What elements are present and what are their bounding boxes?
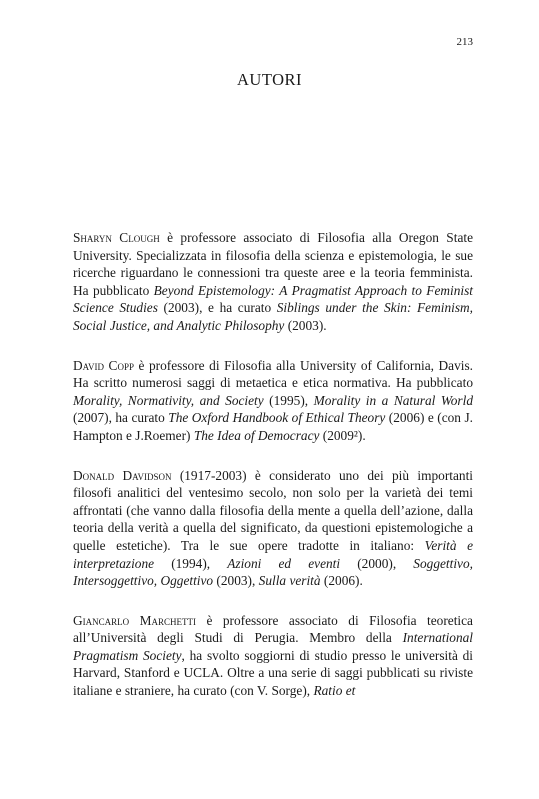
entry-text: (1917-2003) è considerato uno dei più importanti filosofi analitici del ventesimo secolo, non solo per la varietà dei temi affrontati (che vanno dalla filosofia della mente a quella dell’azione, dalla teoria della verità a quella del significato, da questioni epistemologiche a quelle estetiche). Tra le sue opere tradotte in italiano: xyxy=(73,467,473,553)
author-entries xyxy=(73,229,473,722)
entry-text: (2006) e (con J. Hampton e J.Roemer) xyxy=(73,410,473,443)
entry-text: è professore associato di Filosofia teoretica all’Università degli Studi di Perugia. Membro della xyxy=(73,612,473,646)
section-title: AUTORI xyxy=(236,70,303,89)
work-title: Azioni ed eventi xyxy=(227,555,341,571)
author-entry-copp xyxy=(73,357,473,445)
author-entry-clough xyxy=(73,229,473,335)
entry-text: è professore associato di Filosofia alla Oregon State University. Specializzata in filosofia della scienza e epistemologia, le sue ricerche riguardano le connessioni tra queste aree e la teoria femminista. Ha pubblicato xyxy=(73,230,473,298)
entry-text: (2003), xyxy=(213,573,259,589)
work-title: Siblings under the Skin: Feminism, Social Justice, and Analytic Philosophy xyxy=(73,300,473,333)
entry-text: (2007), ha curato xyxy=(73,410,169,426)
author-name: David Copp xyxy=(73,357,134,373)
work-title: Sulla verità xyxy=(258,573,321,589)
entry-text: (2003). xyxy=(284,317,327,333)
entry-text: (1994), xyxy=(154,555,228,571)
page-number: 213 xyxy=(456,36,473,48)
work-title: The Idea of Democracy xyxy=(193,427,320,443)
entry-text: (2009²). xyxy=(319,427,366,443)
author-name: Sharyn Clough xyxy=(73,230,160,245)
work-title: Beyond Epistemology: A Pragmatist Approach to Feminist Science Studies xyxy=(73,282,473,316)
work-title: Morality in a Natural World xyxy=(313,392,473,408)
work-title: Ratio et xyxy=(313,683,356,699)
entry-text: , ha svolto soggiorni di studio presso le università di Harvard, Stanford e UCLA. Oltre a una serie di saggi pubblicati su riviste italiane e straniere, ha curato (con V. Sorge), xyxy=(73,647,473,699)
entry-text: (2000), xyxy=(340,555,414,571)
work-title: Verità e interpretazione xyxy=(73,537,473,571)
work-title: Morality, Normativity, and Society xyxy=(73,392,264,408)
author-entry-davidson xyxy=(73,467,473,590)
entry-text: (2006). xyxy=(320,573,363,589)
author-name: Giancarlo Marchetti xyxy=(73,612,196,628)
work-title: The Oxford Handbook of Ethical Theory xyxy=(168,410,386,426)
work-title: International Pragmatism Society xyxy=(73,630,473,663)
entry-text: è professore di Filosofia alla University of California, Davis. Ha scritto numerosi saggi di metaetica e etica normativa. Ha pubblicato xyxy=(73,357,473,391)
author-entry-marchetti xyxy=(73,612,473,700)
author-name: Donald Davidson xyxy=(73,467,172,483)
entry-text: (1995), xyxy=(263,392,314,408)
entry-text: (2003), e ha curato xyxy=(157,300,277,316)
work-title: Soggettivo, Intersoggettivo, Oggettivo xyxy=(73,555,473,589)
